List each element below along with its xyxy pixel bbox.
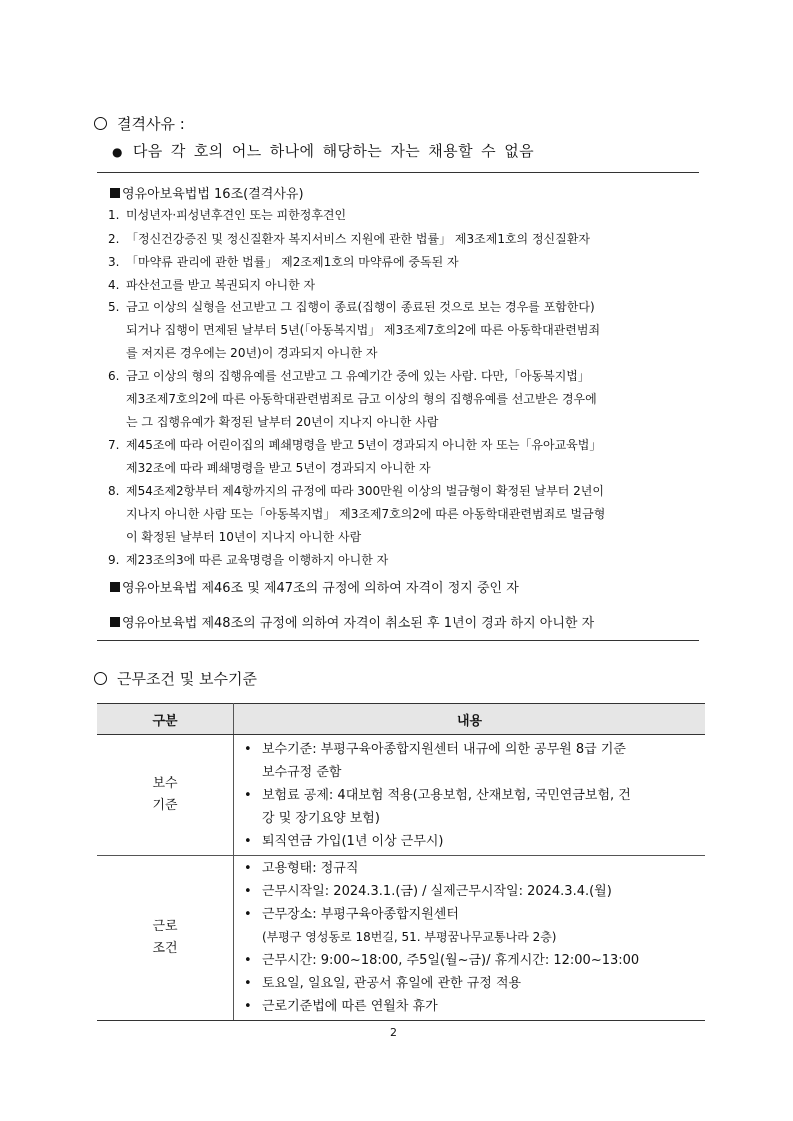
item-number: 3.	[108, 255, 120, 269]
item-text-continued: 는 그 집행유예가 확정된 날부터 20년이 지나지 아니한 사람	[126, 415, 439, 429]
item-text-continued: 를 저지른 경우에는 20년)이 경과되지 아니한 자	[126, 346, 378, 360]
row-content-work	[234, 856, 706, 1021]
box-title-text: 영유아보육법법 16조(결격사유)	[122, 187, 304, 202]
item-text: 「마약류 관리에 관한 법률」 제2조제1호의 마약류에 중독된 자	[126, 255, 459, 269]
circle-bullet-icon	[94, 117, 107, 130]
list-item	[108, 481, 604, 501]
item-text: 금고 이상의 형의 집행유예를 선고받고 그 유예기간 중에 있는 사람. 다만,「아동복지법」	[126, 369, 590, 383]
bullet-item-continued: 보수규정 준함	[262, 765, 342, 780]
bullet-item: • 근무시작일: 2024.3.1.(금) / 실제근무시작일: 2024.3.4.(월)	[234, 880, 705, 903]
extra-clause-text: 영유아보육법 제48조의 규정에 의하여 자격이 취소된 후 1년이 경과 하지 아니한 자	[122, 616, 595, 631]
square-bullet-icon	[110, 188, 120, 198]
row-label-line: 근로	[152, 919, 178, 934]
item-text: 제54조제2항부터 제4항까지의 규정에 따라 300만원 이상의 벌금형이 확정된 날부터 2년이	[126, 484, 604, 498]
item-number: 4.	[108, 278, 120, 292]
table-row	[97, 735, 705, 856]
item-text: 「정신건강증진 및 정신질환자 복지서비스 지원에 관한 법률」 제3조제1호의 정신질환자	[126, 232, 590, 246]
row-content-salary	[234, 735, 706, 856]
row-label-line: 조건	[152, 941, 178, 956]
list-item	[108, 366, 590, 386]
column-header-category: 구분	[97, 704, 234, 735]
item-text: 파산선고를 받고 복권되지 아니한 자	[126, 278, 316, 292]
list-item	[108, 550, 388, 570]
circle-bullet-icon	[94, 672, 107, 685]
list-item	[108, 297, 595, 317]
extra-clause-text: 영유아보육법 제46조 및 제47조의 규정에 의하여 자격이 정지 중인 자	[122, 581, 519, 596]
bullet-item: • 보험료 공제: 4대보험 적용(고용보험, 산재보험, 국민연금보험, 건	[234, 784, 705, 807]
extra-clause-1	[110, 577, 519, 596]
section-heading-text: 근무조건 및 보수기준	[117, 670, 257, 688]
column-header-content: 내용	[234, 704, 706, 735]
bullet-item: • 보수기준: 부평구육아종합지원센터 내규에 의한 공무원 8급 기준	[234, 738, 705, 761]
bullet-item: • 토요일, 일요일, 관공서 휴일에 관한 규정 적용	[234, 972, 705, 995]
item-number: 9.	[108, 553, 120, 567]
square-bullet-icon	[110, 582, 120, 592]
item-text-continued: 이 확정된 날부터 10년이 지나지 아니한 사람	[126, 530, 362, 544]
divider-bottom	[97, 640, 699, 641]
item-text-continued: 제3조제7호의2에 따른 아동학대관련범죄로 금고 이상의 형의 집행유예를 선고받은 경우에	[126, 392, 597, 406]
bullet-item-continued: (부평구 영성동로 18번길, 51. 부평꿈나무교통나라 2층)	[262, 930, 557, 944]
row-label-work	[97, 856, 234, 1021]
bullet-item: • 근무장소: 부평구육아종합지원센터	[234, 903, 705, 926]
item-text: 제23조의3에 따른 교육명령을 이행하지 아니한 자	[126, 553, 389, 567]
list-item	[108, 252, 459, 272]
item-text-continued: 되거나 집행이 면제된 날부터 5년(「아동복지법」 제3조제7호의2에 따른 아동학대관련범죄	[126, 323, 601, 337]
item-text: 제45조에 따라 어린이집의 폐쇄명령을 받고 5년이 경과되지 아니한 자 또는「유아교육법」	[126, 438, 602, 452]
section-heading-conditions	[94, 668, 257, 689]
item-text: 금고 이상의 실형을 선고받고 그 집행이 종료(집행이 종료된 것으로 보는 경우를 포함한다)	[126, 300, 595, 314]
list-item	[108, 229, 590, 249]
row-label-line: 보수	[152, 776, 178, 791]
conditions-table	[97, 703, 705, 1021]
row-label-salary	[97, 735, 234, 856]
list-item	[108, 205, 346, 225]
bullet-item: • 근로기준법에 따른 연월차 휴가	[234, 995, 705, 1018]
square-bullet-icon	[110, 617, 120, 627]
list-item	[108, 435, 601, 455]
divider-top	[97, 172, 699, 173]
item-text: 미성년자·피성년후견인 또는 피한정후견인	[126, 208, 347, 222]
bullet-item-continued: 강 및 장기요양 보험)	[262, 811, 380, 826]
item-number: 1.	[108, 208, 120, 222]
item-number: 2.	[108, 232, 120, 246]
item-number: 5.	[108, 300, 120, 314]
item-text-continued: 지나지 아니한 사람 또는「아동복지법」 제3조제7호의2에 따른 아동학대관련범죄로 벌금형	[126, 507, 606, 521]
list-item	[108, 275, 315, 295]
table-row	[97, 856, 705, 1021]
bullet-item: • 퇴직연금 가입(1년 이상 근무시)	[234, 830, 705, 853]
item-number: 8.	[108, 484, 120, 498]
bullet-item: • 고용형태: 정규직	[234, 857, 705, 880]
table-header-row	[97, 704, 705, 735]
item-text-continued: 제32조에 따라 폐쇄명령을 받고 5년이 경과되지 아니한 자	[126, 461, 431, 475]
row-label-line: 기준	[152, 798, 178, 813]
section-heading-disqualification	[94, 113, 185, 134]
subline-text: 다음 각 호의 어느 하나에 해당하는 자는 채용할 수 없음	[132, 142, 534, 160]
item-number: 6.	[108, 369, 120, 383]
box-title	[110, 183, 304, 202]
item-number: 7.	[108, 438, 120, 452]
section-heading-text: 결격사유 :	[117, 115, 185, 133]
bullet-icon: ●	[112, 145, 123, 159]
subline	[112, 140, 534, 161]
bullet-item: • 근무시간: 9:00~18:00, 주5일(월~금)/ 휴게시간: 12:00~13:00	[234, 949, 705, 972]
extra-clause-2	[110, 612, 594, 631]
page-number: 2	[390, 1026, 397, 1039]
